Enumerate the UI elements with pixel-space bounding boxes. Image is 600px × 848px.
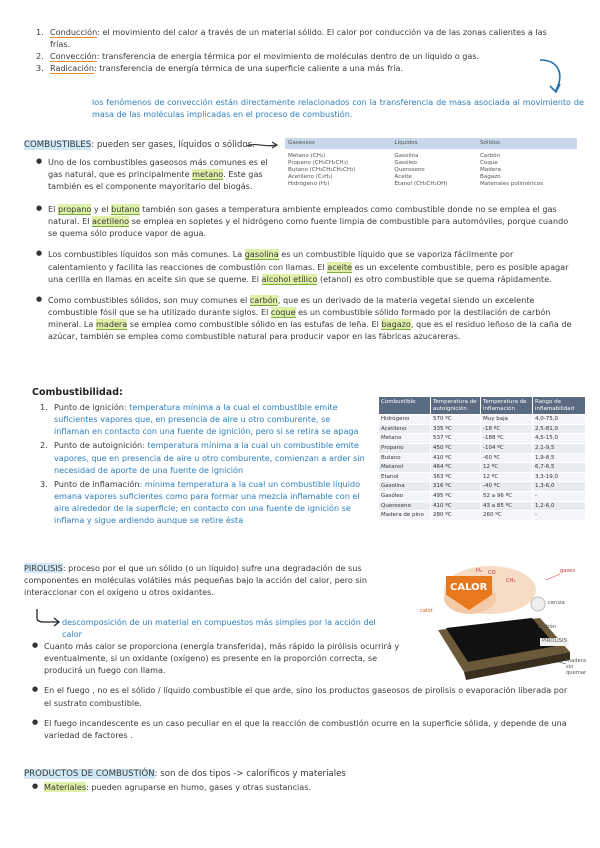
- term-alcohol: alcohol etílico: [261, 273, 318, 284]
- table-row: Metano (CH₄) Gasolina Carbón: [288, 152, 501, 159]
- gases-pointer: [546, 574, 560, 580]
- term-butano: butano: [111, 204, 140, 214]
- table-row: Metano 537 ºC -188 ºC 4,5-15,0: [379, 434, 586, 444]
- list-item: ● Como combustibles sólidos, son muy comunes el carbón, que es un derivado de la materia vegetal siendo un excelente combustible fósil que se ha utilizado durante siglos. El coque es un combustible sólido formado por la destilación de carbón mineral. La madera se emplea como combustible sólido en las estufas de leña. El bagazo, que es el residuo leñoso de la caña de azúcar, también se emplea como combustible natural para producir vapor en las fábricas azucareras.: [36, 294, 572, 343]
- combustibles-list-top: [36, 156, 274, 198]
- table-header: Líquidos: [394, 140, 418, 146]
- pirolisis-label: PIROLISIS: [542, 638, 567, 644]
- term-bagazo: bagazo: [381, 319, 411, 330]
- table-header: Combustible: [379, 397, 431, 415]
- list-item: 2. Convección: transferencia de energía térmica por el movimiento de moléculas dentro de un líquido o gas.: [36, 51, 480, 62]
- table-row: Propano (CH₃CH₂CH₃) Gasóleo Coque: [288, 159, 498, 166]
- table-row: Hidrógeno (H₂) Etanol (CH₃CH₂OH) Materiales poliméricos: [288, 180, 544, 187]
- table-row: Hidrógeno 570 ºC Muy baja 4,0-75,0: [379, 415, 586, 425]
- table-row: Acetileno 335 ºC -18 ºC 2,5-81,0: [379, 424, 586, 434]
- combustibility-table: [378, 396, 586, 521]
- arrow-right-icon: [246, 139, 280, 151]
- term-coque: coque: [270, 306, 296, 317]
- ch4-label: CH₄: [506, 578, 516, 584]
- list-item: ● Cuanto más calor se proporciona (energía transferida), más rápido la pirólisis ocurrirá y eventualmente, si un oxidante (oxígeno) es presente en la proporción correcta, se producirá un fuego con llama.: [32, 640, 412, 676]
- list-item: 2. Punto de autoignición: temperatura mínima a la cual un combustible emite vapores, que en presencia de aire u otro comburente, comienzan a arder sin necesidad de aporte de una fuente de ignición: [40, 440, 365, 475]
- list-item: ● Uno de los combustibles gaseosos más comunes es el gas natural, que es principalmente metano. Este gas también es el componente mayoritario del biogás.: [36, 156, 274, 192]
- term-gasolina: gasolina: [244, 249, 279, 260]
- madera-label: madera sin quemar: [566, 658, 587, 677]
- list-item: ● Los combustibles líquidos son más comunes. La gasolina es un combustible líquido que se vaporiza fácilmente por calentamiento y facilita las reacciones de combustión con llamas. El aceite es un excelente combustible, pero es posible apagar una cerilla en llamas en aceite sin que se queme. El alcohol etílico (etanol) es otro combustible que se quema rápidamente.: [36, 248, 572, 284]
- table-row: Acetileno (C₂H₂) Aceite Bagazo: [288, 173, 501, 180]
- pirolisis-definition: PIROLISIS: proceso por el que un sólido (o un líquido) sufre una degradación de sus componentes en moléculas volátiles más pequeñas bajo la acción del calor, pero sin interaccionar con el oxígeno u otros oxidantes.: [24, 563, 367, 598]
- term-aceite: aceite: [327, 261, 353, 272]
- heat-transfer-list: [36, 26, 558, 75]
- table-header: Rango de inflamabilidad: [533, 397, 586, 415]
- list-item: ● El propano y el butano también son gases a temperatura ambiente empleados como combustible donde no se emplea el gas natural. El acetileno se emplea en sopletes y el hidrógeno como fuente limpia de combustible para automóviles, porque cuando se quema sólo produce vapor de agua.: [36, 203, 572, 239]
- calor-small-label: calor: [420, 608, 433, 614]
- term-madera: madera: [95, 319, 128, 330]
- gases-label: gases: [560, 568, 576, 574]
- productos-heading: PRODUCTOS DE COMBUSTIÓN: son de dos tipos -> caloríficos y materiales: [24, 769, 346, 779]
- term-materiales: Materiales: [44, 782, 87, 792]
- pyrolysis-illustration: [420, 560, 592, 682]
- list-item: 1. Punto de ignición: temperatura mínima a la cual el combustible emite suficientes vapores que, en presencia de aire u otro comburente, se inflaman en contacto con una fuente de ignición, pero si se retira se apaga: [40, 402, 359, 437]
- table-row: Butano (CH₃CH₂CH₂CH₃) Queroseno Madera: [288, 166, 501, 173]
- table-row: Gasóleo 495 ºC 52 a 96 ºC -: [379, 491, 586, 501]
- convection-note: los fenómenos de convección están directamente relacionados con la transferencia de masa asociada al movimiento de masa de las moléculas implicadas en el proceso de combustión.: [92, 97, 584, 120]
- table-row: Gasolina 316 ºC -40 ºC 1,3-6,0: [379, 482, 586, 492]
- pirolisis-list: [32, 640, 568, 747]
- term-pirolisis: PIROLISIS: [24, 563, 63, 573]
- term-metano: metano: [192, 169, 224, 180]
- table-row: Butano 410 ºC -60 ºC 1,9-8,5: [379, 453, 586, 463]
- table-header: Temperatura de autoignición: [431, 397, 481, 415]
- term-carbon: carbón: [249, 294, 278, 305]
- table-header: Sólidos: [479, 140, 500, 146]
- list-item: 3. Punto de inflamación: mínima temperatura a la cual un combustible líquido emana vapores suficientes como para formar una mezcla inflamable con el aire alrededor de la superficie; en contacto con una fuente de ignición se inflama y sigue ardiendo aunque se retire ésta: [40, 478, 361, 526]
- list-item: 1. Conducción: el movimiento del calor a través de un material sólido. El calor por conducción va de las zonas calientes a las frías.: [36, 27, 547, 50]
- carbon-label: carbón: [538, 624, 556, 630]
- hook-arrow-icon: [34, 608, 64, 628]
- term-conveccion: Convección: [50, 51, 97, 62]
- table-row: Metanol 464 ºC 12 ºC 6,7-6,5: [379, 463, 586, 473]
- productos-list: [32, 781, 552, 799]
- table-row: Propano 450 ºC -104 ºC 2,1-9,5: [379, 443, 586, 453]
- list-item: 3. Radicación: transferencia de energía térmica de una superficie caliente a una más fría.: [36, 63, 404, 74]
- table-header: Temperatura de inflamación: [481, 397, 533, 415]
- list-item: ● En el fuego , no es el sólido / líquido combustible el que arde, sino los productos gaseosos de pirolisis o evaporación liberada por el sustrato combustible.: [32, 684, 568, 708]
- calor-label: CALOR: [450, 582, 488, 593]
- combustibles-heading: COMBUSTIBLES: pueden ser gases, líquidos o sólidos.: [24, 140, 255, 150]
- h2-label: H₂: [476, 568, 482, 574]
- term-acetileno: acetileno: [92, 216, 130, 227]
- ash-particle: [531, 597, 545, 611]
- list-item: ● El fuego incandescente es un caso peculiar en el que la reacción de combustión ocurre en la superficie sólida, y depende de una variedad de factores .: [32, 717, 568, 741]
- list-item: ● Materiales: pueden agruparse en humo, gases y otras sustancias.: [32, 781, 552, 793]
- table-row: Madera de pino 280 ºC 260 ºC -: [379, 511, 586, 521]
- term-radicacion: Radicación: [50, 63, 94, 74]
- table-row: Etanol 363 ºC 12 ºC 3,3-19,0: [379, 472, 586, 482]
- combustibilidad-list: [40, 401, 366, 526]
- table-row: Queroseno 410 ºC 43 a 85 ºC 1,2-6,0: [379, 501, 586, 511]
- combustibilidad-heading: Combustibilidad:: [32, 387, 123, 398]
- term-conduccion: Conducción: [50, 27, 98, 37]
- term-propano: propano: [57, 204, 92, 214]
- fuel-types-table: [285, 138, 577, 188]
- table-header: Gaseosos: [288, 140, 315, 146]
- pirolisis-note: descomposición de un material en compuestos más simples por la acción del calor: [62, 617, 376, 640]
- co-label: CO: [488, 570, 496, 576]
- combustibles-list: [36, 203, 572, 348]
- ceniza-label: ceniza: [548, 600, 565, 606]
- curved-arrow-icon: [534, 56, 570, 96]
